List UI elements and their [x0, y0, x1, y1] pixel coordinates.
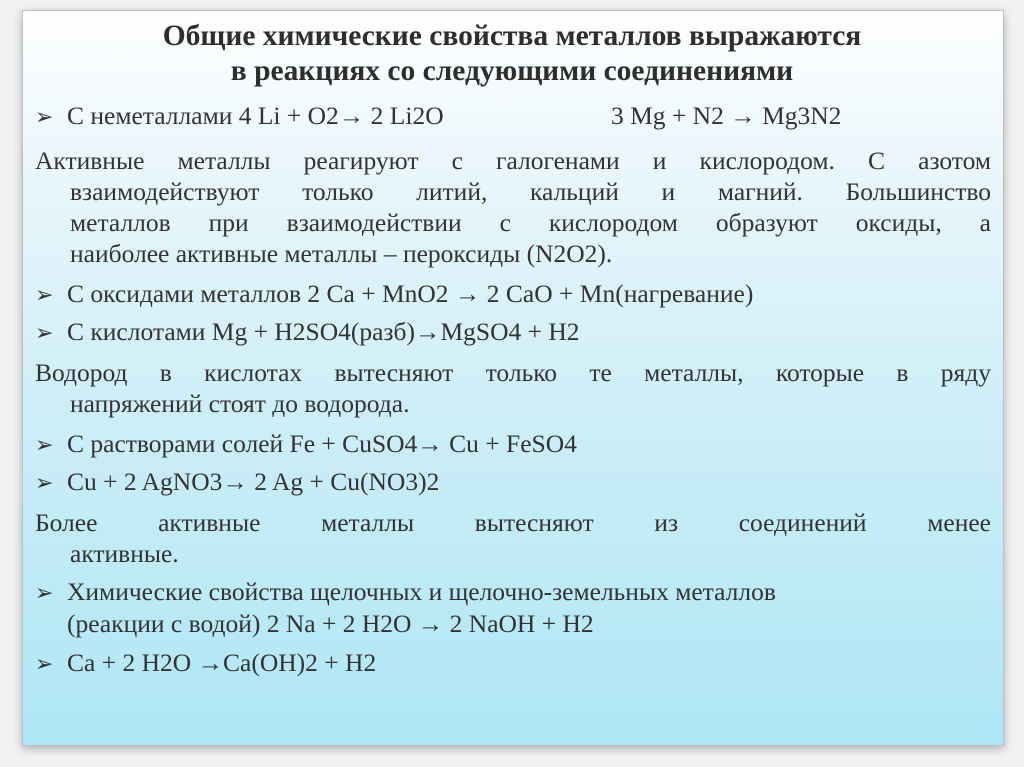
arrowhead-bullet-icon: ➢: [35, 651, 54, 676]
arrowhead-bullet-icon: ➢: [35, 432, 54, 457]
para-active-metals-line-3: металлов при взаимодействии с кислородом образуют оксиды, а: [70, 208, 991, 237]
para-hydrogen-line-2: напряжений стоят до водорода.: [70, 389, 410, 418]
slide-title: [0, 19, 1024, 89]
arrowhead-bullet-icon: ➢: [35, 320, 54, 345]
bullet-alkali-metals-text-2: (реакции с водой) 2 Na + 2 H2O → 2 NaOH + H2: [67, 609, 594, 638]
bullet-calcium-water: [35, 647, 376, 679]
title-line-1: Общие химические свойства металлов выражаются: [162, 20, 862, 52]
bullet-salt-solutions-text: С растворами солей Fe + CuSO4→ Cu + FeSO4: [67, 429, 577, 458]
bullet-metal-oxides-text: С оксидами металлов 2 Ca + MnO2 → 2 CaO + Mn(нагревание): [67, 279, 754, 308]
bullet-calcium-water-text: Ca + 2 H2O →Ca(OH)2 + H2: [67, 648, 377, 677]
arrowhead-bullet-icon: ➢: [35, 470, 54, 495]
bullet-metal-oxides: [35, 278, 753, 310]
bullet-copper-silver: [35, 466, 439, 498]
arrowhead-bullet-icon: ➢: [35, 104, 54, 129]
bullet-copper-silver-text: Cu + 2 AgNO3→ 2 Ag + Cu(NO3)2: [67, 467, 440, 496]
bullet-nonmetals-equation-2: 3 Mg + N2 → Mg3N2: [611, 101, 842, 130]
para-active-metals-line-2: взаимодействуют только литий, кальций и магний. Большинство: [70, 177, 991, 206]
bullet-acids: [35, 316, 580, 348]
bullet-salt-solutions: [35, 428, 577, 460]
bullet-alkali-metals-text-1: Химические свойства щелочных и щелочно-земельных металлов: [67, 577, 776, 606]
bullet-nonmetals: [35, 100, 444, 132]
bullet-alkali-metals: [35, 576, 776, 608]
title-line-2: в реакциях со следующими соединениями: [230, 55, 794, 87]
para-displacement-line-1: Более активные металлы вытесняют из соединений менее: [35, 508, 991, 537]
para-active-metals-line-1: Активные металлы реагируют с галогенами и кислородом. С азотом: [35, 146, 991, 175]
para-displacement-line-2: активные.: [70, 539, 179, 568]
bullet-acids-text: С кислотами Mg + H2SO4(разб)→MgSO4 + H2: [67, 317, 580, 346]
para-hydrogen-line-1: Водород в кислотах вытесняют только те металлы, которые в ряду: [35, 358, 991, 387]
para-active-metals-line-4: наиболее активные металлы – пероксиды (N2O2).: [70, 239, 613, 268]
arrowhead-bullet-icon: ➢: [35, 580, 54, 605]
arrowhead-bullet-icon: ➢: [35, 282, 54, 307]
bullet-nonmetals-text: С неметаллами 4 Li + O2→ 2 Li2O: [67, 101, 444, 130]
